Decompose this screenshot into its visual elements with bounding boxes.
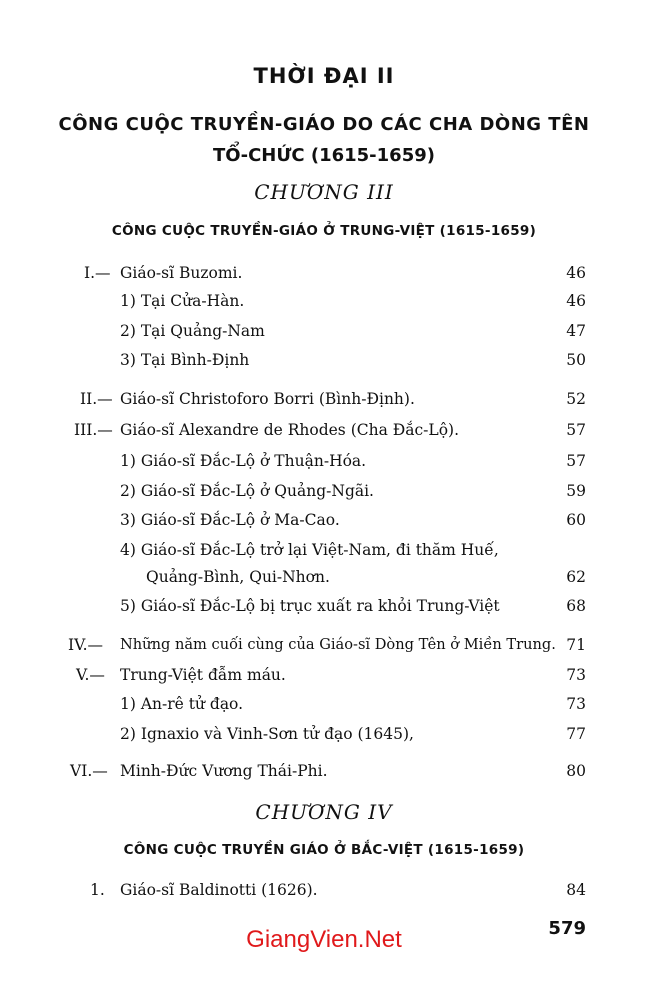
toc-entry-page: 52 (566, 390, 586, 408)
toc-entry-number: V.— (76, 666, 105, 684)
toc-entry-label: 2) Giáo-sĩ Đắc-Lộ ở Quảng-Ngãi. (120, 482, 374, 500)
toc-entry-page: 50 (566, 351, 586, 369)
toc-entry (0, 351, 648, 375)
toc-entry-label: Quảng-Bình, Qui-Nhơn. (146, 568, 330, 586)
toc-entry-page: 57 (566, 452, 586, 470)
toc-entry (0, 390, 648, 414)
toc-entry-label: Giáo-sĩ Christoforo Borri (Bình-Định). (120, 390, 415, 408)
toc-entry-label: 5) Giáo-sĩ Đắc-Lộ bị trục xuất ra khỏi Trung-Việt (120, 597, 500, 615)
toc-entry (0, 695, 648, 719)
toc-entry-page: 71 (566, 636, 586, 654)
toc-entry (0, 322, 648, 346)
chapter4-subtitle: CÔNG CUỘC TRUYỀN GIÁO Ở BẮC-VIỆT (1615-1659) (123, 842, 525, 858)
toc-entry-page: 73 (566, 695, 586, 713)
toc-entry-page: 80 (566, 762, 586, 780)
toc-entry (0, 421, 648, 445)
page-number: 579 (548, 918, 586, 939)
toc-entry-page: 59 (566, 482, 586, 500)
toc-entry-label: 4) Giáo-sĩ Đắc-Lộ trở lại Việt-Nam, đi thăm Huế, (120, 541, 499, 559)
toc-entry-page: 47 (566, 322, 586, 340)
toc-entry-label: 3) Giáo-sĩ Đắc-Lộ ở Ma-Cao. (120, 511, 340, 529)
toc-entry-number: II.— (80, 390, 113, 408)
toc-entry-page: 46 (566, 292, 586, 310)
toc-entry (0, 292, 648, 316)
toc-entry-label: 1) Tại Cửa-Hàn. (120, 292, 245, 310)
toc-entry-label: 2) Tại Quảng-Nam (120, 322, 265, 340)
toc-entry-page: 68 (566, 597, 586, 615)
chapter3-subtitle: CÔNG CUỘC TRUYỀN-GIÁO Ở TRUNG-VIỆT (1615-1659) (111, 223, 537, 239)
toc-entry-page: 60 (566, 511, 586, 529)
toc-entry-page: 84 (566, 881, 586, 899)
toc-entry-number: IV.— (68, 636, 104, 654)
toc-entry (0, 541, 648, 565)
toc-entry (0, 881, 648, 905)
toc-entry-page: 46 (566, 264, 586, 282)
chapter3-heading: CHƯƠNG III (254, 180, 394, 204)
toc-entry-label: Những năm cuối cùng của Giáo-sĩ Dòng Tên ở Miền Trung. (120, 636, 556, 653)
part-title-line2: TỔ-CHỨC (1615-1659) (213, 145, 435, 166)
toc-entry (0, 725, 648, 749)
toc-entry-continuation (0, 568, 648, 592)
toc-entry-number: 1. (90, 881, 105, 899)
toc-entry-number: III.— (74, 421, 113, 439)
toc-entry (0, 264, 648, 288)
toc-entry (0, 452, 648, 476)
part-title-line1: CÔNG CUỘC TRUYỀN-GIÁO DO CÁC CHA DÒNG TÊN (58, 114, 590, 135)
toc-entry (0, 666, 648, 690)
toc-entry (0, 597, 648, 621)
toc-entry-label: 3) Tại Bình-Định (120, 351, 250, 369)
toc-entry-label: 1) An-rê tử đạo. (120, 695, 244, 713)
era-heading: THỜI ĐẠI II (253, 64, 395, 88)
toc-entry-page: 57 (566, 421, 586, 439)
toc-entry-label: 2) Ignaxio và Vinh-Sơn tử đạo (1645), (120, 725, 414, 743)
toc-entry (0, 482, 648, 506)
toc-entry-label: Giáo-sĩ Baldinotti (1626). (120, 881, 318, 899)
toc-entry-number: VI.— (70, 762, 108, 780)
toc-entry-label: Giáo-sĩ Buzomi. (120, 264, 243, 282)
toc-entry-label: Giáo-sĩ Alexandre de Rhodes (Cha Đắc-Lộ). (120, 421, 460, 439)
toc-entry (0, 636, 648, 660)
toc-entry-label: 1) Giáo-sĩ Đắc-Lộ ở Thuận-Hóa. (120, 452, 367, 470)
chapter4-heading: CHƯƠNG IV (255, 800, 393, 824)
toc-entry-page: 62 (566, 568, 586, 586)
toc-entry-number: I.— (84, 264, 111, 282)
toc-entry-page: 73 (566, 666, 586, 684)
toc-entry-label: Minh-Đức Vương Thái-Phi. (120, 762, 328, 780)
toc-entry (0, 762, 648, 786)
watermark-site-name: GiangVien.Net (246, 926, 402, 953)
toc-entry-label: Trung-Việt đẫm máu. (120, 666, 286, 684)
toc-entry (0, 511, 648, 535)
toc-entry-page: 77 (566, 725, 586, 743)
